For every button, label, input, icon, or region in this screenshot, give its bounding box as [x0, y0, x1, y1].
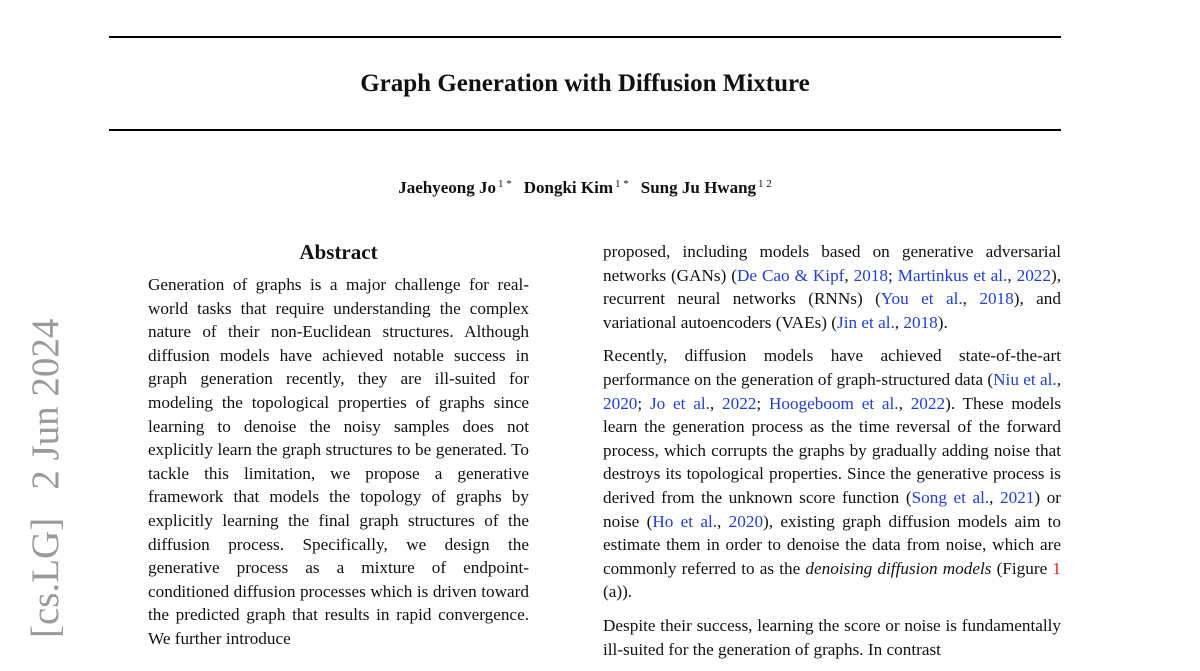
intro-paragraph — [603, 344, 1061, 604]
citation-link[interactable]: You et al. — [880, 289, 963, 309]
author-affiliation: 1 * — [615, 178, 629, 190]
body-text: ). These models learn the generation process as the time reversal of the forward process, which corrupts the graphs by gradually adding noise that destroys its topological properties. Since the generative process is derived from the unknown score function ( — [603, 393, 1062, 507]
author-name: Sung Ju Hwang — [640, 178, 757, 197]
paper-title: Graph Generation with Diffusion Mixture — [360, 70, 810, 97]
body-text: ). — [937, 312, 948, 332]
body-text: ), existing graph diffusion models aim to estimate them in order to denoise the data from noise, which are commonly referred to as the — [603, 511, 1061, 578]
citation-link[interactable]: Jo et al. — [649, 393, 710, 413]
arxiv-stamp — [21, 319, 71, 638]
body-text: , — [894, 312, 904, 332]
body-text: ; — [637, 393, 650, 413]
abstract-heading: Abstract — [299, 240, 378, 264]
citation-link[interactable]: De Cao & Kipf — [736, 265, 845, 285]
citation-year-link[interactable]: 2018 — [853, 265, 889, 285]
arxiv-category: [cs.LG] — [24, 517, 67, 638]
citation-link[interactable]: Martinkus et al. — [897, 265, 1008, 285]
intro-paragraph — [603, 614, 1061, 661]
author-affiliation: 1 2 — [758, 178, 772, 190]
body-text: ) or noise ( — [603, 487, 1062, 531]
body-text: ), and variational autoencoders (VAEs) ( — [603, 289, 1061, 332]
citation-link[interactable]: Hoogeboom et al. — [768, 393, 899, 413]
author-name: Dongki Kim — [523, 178, 613, 197]
body-text: Despite their success, learning the score or noise is fundamentally ill-suited for the generation of graphs. In contrast — [603, 615, 1061, 659]
body-text: proposed, including models based on generative adversarial networks (GANs) ( — [603, 242, 1061, 285]
citation-year-link[interactable]: 2020 — [728, 511, 764, 531]
figure-ref-link[interactable]: 1 — [1052, 558, 1061, 578]
citation-year-link[interactable]: 2018 — [903, 312, 938, 332]
body-text: , — [844, 265, 854, 285]
citation-link[interactable]: Ho et al. — [652, 511, 718, 531]
citation-year-link[interactable]: 2022 — [722, 393, 757, 413]
body-text: , — [962, 289, 980, 309]
intro-paragraph — [603, 240, 1061, 334]
citation-link[interactable]: Song et al. — [911, 487, 990, 507]
arxiv-date: 2 Jun 2024 — [24, 318, 67, 490]
body-text: Recently, diffusion models have achieved state-of-the-art performance on the generation of graph-structured data ( — [603, 346, 1061, 389]
body-text: , — [1056, 369, 1061, 389]
citation-link[interactable]: Jin et al. — [837, 312, 895, 332]
intro-column — [603, 240, 1061, 671]
author-list — [0, 173, 1170, 199]
citation-year-link[interactable]: 2021 — [1000, 487, 1035, 507]
body-text: ), recurrent neural networks (RNNs) ( — [603, 265, 1062, 309]
body-text: , — [1007, 265, 1017, 285]
body-text: , — [717, 511, 729, 531]
body-text: ; — [888, 265, 898, 285]
body-text: , — [989, 487, 1001, 507]
citation-year-link[interactable]: 2020 — [603, 393, 638, 413]
emphasized-term: denoising diffusion models — [805, 558, 992, 578]
citation-year-link[interactable]: 2018 — [979, 289, 1014, 309]
author-name: Jaehyeong Jo — [398, 178, 496, 197]
body-text: , — [898, 393, 911, 413]
body-text: ; — [756, 393, 769, 413]
citation-link[interactable]: Niu et al. — [993, 369, 1057, 389]
title-rule-top — [109, 36, 1061, 38]
citation-year-link[interactable]: 2022 — [1016, 265, 1051, 285]
body-text: (a)). — [603, 582, 633, 602]
author-affiliation: 1 * — [497, 178, 512, 190]
abstract-text: Generation of graphs is a major challenge for real-world tasks that require understanding the complex nature of their non-Euclidean structures. Although diffusion models have achieved notable success in graph generation recently, they are ill-suited for modeling the topological properties of graphs since learning to denoise the noisy samples does not explicitly learn the graph structures to be generated. To tackle this limitation, we propose a generative framework that models the topology of graphs by explicitly learning the final graph structures of the diffusion process. Specifically, we design the generative process as a mixture of endpoint-conditioned diffusion processes which is driven toward the predicted graph that results in rapid convergence. We further introduce — [148, 275, 529, 648]
citation-year-link[interactable]: 2022 — [910, 393, 946, 413]
title-rule-bottom — [109, 129, 1061, 131]
body-text: (Figure — [991, 558, 1053, 578]
body-text: , — [709, 393, 722, 413]
